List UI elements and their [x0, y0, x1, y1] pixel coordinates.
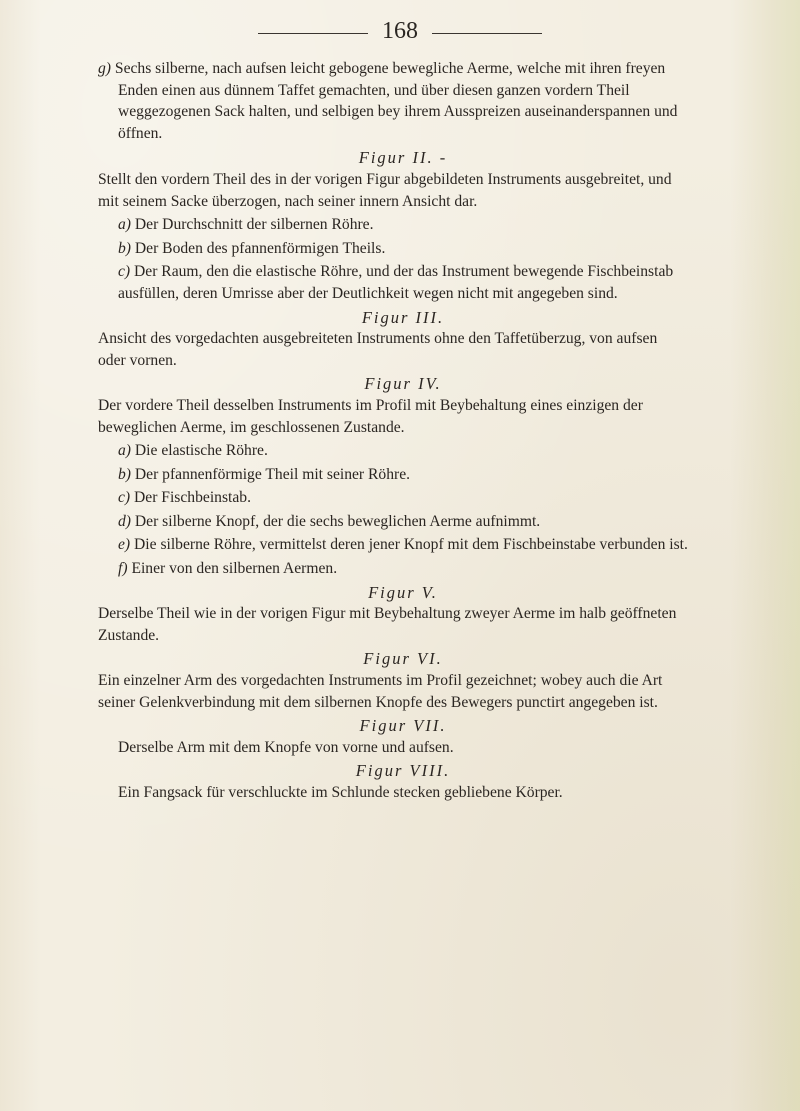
item-text: Sechs silberne, nach aufsen leicht gebogene bewegliche Aerme, welche mit ihren freyen Enden einen aus dünnem Taffet gemachten, und über diesen ganzen vordern Theil weggezogenen Sack halten, und selbigen bey ihrem Ausspreizen auseinanderspannen und öffnen.	[114, 60, 678, 142]
figure-4-description: Der vordere Theil desselben Instruments im Profil mit Beybehaltung eines einzigen der beweglichen Aerme, im geschlossenen Zustande.	[98, 396, 643, 436]
item-marker: a)	[118, 216, 131, 234]
figure-heading-8: Figur VIII.	[355, 761, 451, 781]
figure-8-description: Ein Fangsack für verschluckte im Schlunde stecken gebliebene Körper.	[118, 784, 563, 801]
item-text: Einer von den silbernen Aermen.	[131, 560, 338, 578]
list-item-c	[118, 261, 688, 304]
figure-heading-3: Figur III.	[361, 307, 445, 327]
header-rule-left	[258, 33, 368, 34]
item-marker: e)	[118, 536, 131, 554]
figure-heading-7: Figur VII.	[359, 716, 447, 736]
item-marker: b)	[118, 465, 131, 483]
list-item-e	[118, 534, 688, 556]
page-edge-stain-right	[730, 0, 800, 1111]
item-text: Der Durchschnitt der silbernen Röhre.	[134, 216, 374, 234]
list-item-b	[118, 464, 688, 486]
item-marker: c)	[118, 263, 131, 281]
item-text: Der Boden des pfannenförmigen Theils.	[134, 239, 386, 257]
list-item-c	[118, 487, 688, 509]
list-item-a	[118, 214, 688, 236]
item-marker: g)	[98, 60, 111, 77]
figure-heading-4: Figur IV.	[364, 374, 442, 394]
list-item-d	[118, 511, 688, 533]
figure-heading-2: Figur II. -	[358, 148, 448, 168]
item-text: Der silberne Knopf, der die sechs beweglichen Aerme aufnimmt.	[134, 512, 541, 530]
header-rule-right	[432, 33, 542, 34]
page-edge-shading-left	[0, 0, 40, 1111]
figure-7-description: Derselbe Arm mit dem Knopfe von vorne und aufsen.	[118, 738, 454, 756]
item-text: Der Fischbeinstab.	[134, 489, 251, 507]
list-item-f	[118, 558, 688, 580]
item-marker: b)	[118, 239, 131, 257]
figure-5-description: Derselbe Theil wie in der vorigen Figur mit Beybehaltung zweyer Aerme im halb geöffneten Zustande.	[98, 605, 677, 644]
item-marker: c)	[118, 489, 131, 507]
item-text: Die elastische Röhre.	[134, 442, 268, 460]
item-marker: d)	[118, 512, 131, 530]
item-marker: a)	[118, 442, 131, 460]
page-number: 168	[382, 18, 418, 44]
list-item-b	[118, 238, 688, 260]
item-text: Die silberne Röhre, vermittelst deren jener Knopf mit dem Fischbeinstabe verbunden ist.	[134, 536, 688, 554]
item-marker: f)	[118, 560, 128, 578]
figure-heading-5: Figur V.	[368, 582, 438, 602]
list-item-a	[118, 440, 688, 462]
figure-heading-6: Figur VI.	[363, 649, 443, 669]
item-text: Der Raum, den die elastische Röhre, und der das Instrument bewegende Fischbeinstab ausfüllen, deren Umrisse aber der Deutlichkeit wegen nicht mit angegeben sind.	[118, 263, 674, 302]
page-header	[0, 16, 800, 46]
item-text: Der pfannenförmige Theil mit seiner Röhre.	[134, 465, 411, 483]
list-item-g	[98, 58, 688, 144]
figure-3-description: Ansicht des vorgedachten ausgebreiteten Instruments ohne den Taffetüberzug, von aufsen oder vornen.	[98, 330, 658, 369]
page-body	[98, 58, 688, 804]
figure-2-description: Stellt den vordern Theil des in der vorigen Figur abgebildeten Instruments ausgebreitet, und mit seinem Sacke überzogen, nach seiner innern Ansicht dar.	[98, 170, 672, 210]
figure-6-description: Ein einzelner Arm des vorgedachten Instruments im Profil gezeichnet; wobey auch die Art seiner Gelenkverbindung mit dem silbernen Knopfe des Bewegers punctirt angegeben ist.	[98, 672, 663, 711]
